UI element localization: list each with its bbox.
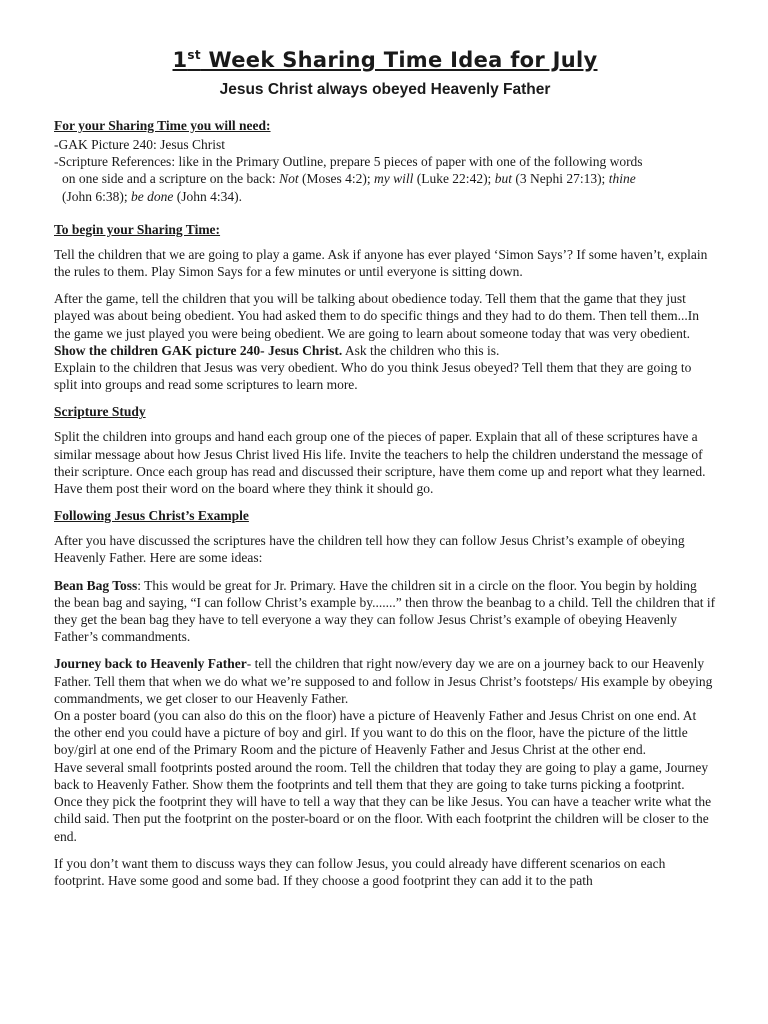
journey-paragraph bbox=[54, 655, 716, 707]
need-list bbox=[54, 136, 716, 205]
bean-bag-paragraph bbox=[54, 577, 716, 646]
footprints-paragraph: Have several small footprints posted around the room. Tell the children that today they are going to play a game, Journey back to Heavenly Father. Show them the footprints and tell them that they are going to take turns picking a footprint. Once they pick the footprint they will have to tell a way that they can be like Jesus. You can have a teacher write what the child said. Then put the footprint on the poster-board or on the floor. With each footprint the children will be closer to the end. bbox=[54, 759, 712, 844]
begin-paragraph-4: Explain to the children that Jesus was very obedient. Who do you think Jesus obeyed? Tell them that they are going to split into groups and read some scriptures to learn more. bbox=[54, 360, 692, 393]
bean-bag-text: : This would be great for Jr. Primary. Have the children sit in a circle on the floor. You begin by holding the bean bag and saying, “I can follow Christ’s example by.......” then throw the beanbag to a child. Tell the children that if they get the bean bag they have to tell everyone a way they can follow Jesus Christ’s example of obeying Heavenly Father’s commandments. bbox=[54, 577, 716, 645]
begin-paragraph-1: Tell the children that we are going to play a game. Ask if anyone has ever played ‘Simon Says’? If some haven’t, explain the rules to them. Play Simon Says for a few minutes or until everyone is sitting down. bbox=[54, 246, 708, 280]
scenarios-paragraph: If you don’t want them to discuss ways they can follow Jesus, you could already have different scenarios on each footprint. Have some good and some bad. If they choose a good footprint they can add it to the path bbox=[54, 855, 666, 888]
need-item-scriptures-line2 bbox=[54, 170, 716, 187]
word-thine: thine bbox=[608, 171, 636, 187]
begin-paragraph-3 bbox=[54, 342, 716, 359]
ask-children-text: Ask the children who this is. bbox=[342, 342, 500, 358]
title-ordinal-suffix: st bbox=[187, 48, 201, 62]
page-title bbox=[54, 40, 716, 75]
text-span: on one side and a scripture on the back: bbox=[62, 171, 280, 187]
need-item-scriptures-line3 bbox=[54, 188, 716, 205]
study-heading: Scripture Study bbox=[54, 404, 146, 420]
ref-my-will: (Luke 22:42); bbox=[413, 171, 495, 187]
ref-but: (3 Nephi 27:13); bbox=[511, 171, 609, 187]
need-item-picture: -GAK Picture 240: Jesus Christ bbox=[54, 137, 225, 152]
study-paragraph: Split the children into groups and hand each group one of the pieces of paper. Explain that all of these scriptures have a similar message about how Jesus Christ lived His life. Invite the teachers to help the children understand the message of their scripture. Once each group has read and discussed their scripture, have them come up and report what they learned. Have them post their word on the board where they think it should go. bbox=[54, 429, 706, 497]
need-heading: For your Sharing Time you will need: bbox=[54, 118, 271, 133]
word-but: but bbox=[494, 171, 512, 187]
word-not: Not bbox=[279, 171, 299, 187]
follow-heading: Following Jesus Christ’s Example bbox=[54, 508, 249, 524]
ref-not: (Moses 4:2); bbox=[298, 171, 374, 187]
word-my-will: my will bbox=[373, 171, 414, 187]
begin-heading: To begin your Sharing Time: bbox=[54, 221, 221, 237]
journey-title: Journey back to Heavenly Father bbox=[54, 656, 247, 672]
begin-paragraph-2: After the game, tell the children that you will be talking about obedience today. Tell them that the game that they just played was about being obedient. You had asked them to do specific things and they had to do them. Then tell them...In the game we just played you were being obedient. We are going to learn about someone today that was very obedient. bbox=[54, 291, 700, 341]
title-number: 1 bbox=[172, 48, 188, 72]
word-be-done: be done bbox=[131, 188, 174, 204]
journey-text: - tell the children that right now/every day we are on a journey back to our Heavenly Father. Tell them that when we do what we’re supposed to and follow in Jesus Christ’s footsteps/ His example by obeying commandments, we get closer to our Heavenly Father. bbox=[54, 656, 713, 706]
poster-paragraph: On a poster board (you can also do this on the floor) have a picture of Heavenly Father and Jesus Christ on one end. At the other end you could have a picture of boy and girl. If you want to do this on the floor, have the picture of the little boy/girl at one end of the Primary Room and the picture of Heavenly Father and Jesus Christ at the other end. bbox=[54, 708, 697, 758]
bean-bag-title: Bean Bag Toss bbox=[54, 577, 138, 593]
ref-be-done: (John 4:34). bbox=[173, 188, 242, 204]
show-picture-instruction: Show the children GAK picture 240- Jesus Christ. bbox=[54, 342, 343, 358]
need-item-scriptures-line1: -Scripture References: like in the Primary Outline, prepare 5 pieces of paper with one of the following words bbox=[54, 154, 643, 170]
page-subtitle: Jesus Christ always obeyed Heavenly Father bbox=[219, 81, 551, 98]
ref-thine: (John 6:38); bbox=[62, 188, 131, 204]
title-text: Week Sharing Time Idea for July bbox=[200, 48, 598, 72]
follow-paragraph-intro: After you have discussed the scriptures have the children tell how they can follow Jesus Christ’s example of obeying Heavenly Father. Here are some ideas: bbox=[54, 533, 685, 566]
